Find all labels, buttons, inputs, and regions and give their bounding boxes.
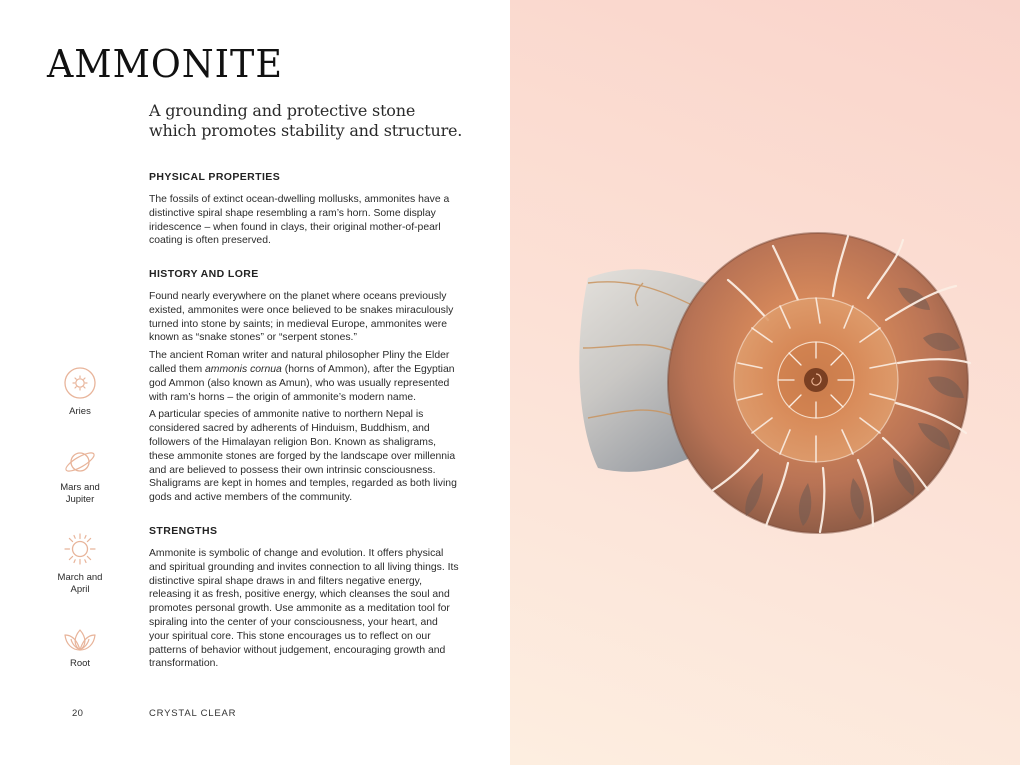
planet-icon — [62, 448, 98, 476]
chakra-label: Root — [69, 658, 91, 669]
subtitle-line-1: A grounding and protective stone — [149, 101, 416, 120]
label-line: Jupiter — [65, 494, 95, 505]
section-physical-properties — [149, 171, 459, 252]
zodiac-label: Aries — [69, 406, 91, 417]
zodiac-sun-circle-icon — [63, 366, 97, 400]
page-subtitle — [149, 101, 479, 141]
section-paragraph: Ammonite is symbolic of change and evolution. It offers physical and spiritual grounding and invites connection to all living things. Its distinctive spiral shape draws in and filters negative energy, releasing it as fresh, positive energy, which cleanses the soul and promotes personal growth. Use ammonite as a meditation tool for spiraling into the center of your consciousness, your heart, and your spiritual core. This stone encourages us to reflect on our patterns of behavior without judgement, encouraging growth and transformation. — [149, 548, 459, 670]
ammonite-illustration — [568, 228, 988, 548]
page-number: 20 — [72, 708, 84, 719]
label-line: March and — [57, 572, 103, 583]
sun-icon — [63, 532, 97, 566]
latin-term: ammonis cornua — [205, 363, 282, 375]
text-run: The ancient Roman writer and natural philosopher Pliny the Elder called them — [149, 350, 450, 375]
section-heading: PHYSICAL PROPERTIES — [149, 171, 281, 183]
text-run: (horns of Ammon), after the Egyptian god Ammon (also known as Amun), who was usually represented with ram’s horns – the origin of ammonite’s modern name. — [149, 363, 455, 403]
sidebar-item-planet — [40, 448, 120, 506]
section-heading: STRENGTHS — [149, 525, 218, 537]
section-heading: HISTORY AND LORE — [149, 268, 259, 280]
label-line: Mars and — [60, 482, 100, 493]
sidebar-item-month — [40, 532, 120, 596]
planet-label — [40, 482, 120, 506]
section-paragraph: Found nearly everywhere on the planet where oceans previously existed, ammonites were once believed to be snakes miraculously turned into stone by saints; in medieval Europe, ammonites were known as “snake stones” or “serpent stones.” — [149, 291, 454, 344]
sidebar-item-chakra — [40, 626, 120, 670]
subtitle-line-2: which promotes stability and structure. — [149, 121, 463, 140]
running-footer-title: CRYSTAL CLEAR — [149, 708, 237, 719]
section-history-and-lore — [149, 268, 459, 509]
right-page-illustration — [510, 0, 1020, 765]
page-title: AMMONITE — [47, 42, 283, 86]
month-label — [40, 572, 120, 596]
section-paragraph — [149, 349, 459, 404]
sidebar-item-zodiac — [40, 366, 120, 418]
section-paragraph: The fossils of extinct ocean-dwelling mollusks, ammonites have a distinctive spiral shape resembling a ram’s horn. Some display iridescence – when found in clays, their original mother-of-pearl coating is often preserved. — [149, 194, 450, 247]
label-line: April — [70, 584, 90, 595]
section-paragraph: A particular species of ammonite native to northern Nepal is considered sacred by adherents of Hinduism, Buddhism, and followers of the Himalayan religion Bon. Known as shaligrams, these ammonite stones are forged by the landscape over millennia and are believed to possess their own intrinsic consciousness. Shaligrams are kept in homes and temples, regarded as both living gods and active members of the community. — [149, 409, 457, 504]
lotus-icon — [62, 626, 98, 652]
section-strengths — [149, 525, 459, 675]
